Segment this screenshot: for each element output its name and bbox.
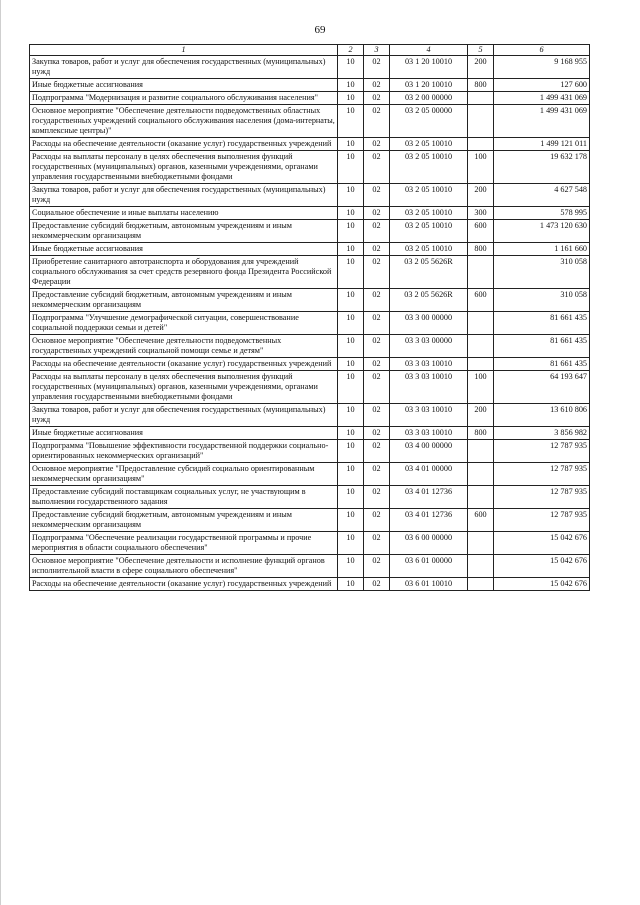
table-body (30, 56, 590, 591)
table-row (30, 207, 590, 220)
amount-cell: 19 632 178 (494, 151, 590, 184)
target-article-cell: 03 2 05 10010 (390, 184, 468, 207)
expense-type-cell (468, 463, 494, 486)
target-article-cell: 03 3 03 10010 (390, 427, 468, 440)
header-row (30, 45, 590, 56)
budget-table (29, 44, 590, 591)
expense-type-cell: 200 (468, 56, 494, 79)
target-article-cell: 03 2 00 00000 (390, 92, 468, 105)
table-row (30, 555, 590, 578)
target-article-cell: 03 2 05 10010 (390, 151, 468, 184)
section-code-cell: 10 (338, 486, 364, 509)
table-row (30, 371, 590, 404)
subsection-code-cell: 02 (364, 335, 390, 358)
amount-cell: 310 058 (494, 289, 590, 312)
amount-cell: 1 161 660 (494, 243, 590, 256)
target-article-cell: 03 2 05 5626R (390, 289, 468, 312)
expense-name-cell: Подпрограмма "Модернизация и развитие социального обслуживания населения" (30, 92, 338, 105)
subsection-code-cell: 02 (364, 256, 390, 289)
amount-cell: 1 473 120 630 (494, 220, 590, 243)
expense-type-cell (468, 555, 494, 578)
expense-type-cell (468, 92, 494, 105)
amount-cell: 12 787 935 (494, 463, 590, 486)
subsection-code-cell: 02 (364, 289, 390, 312)
section-code-cell: 10 (338, 138, 364, 151)
target-article-cell: 03 2 05 10010 (390, 207, 468, 220)
table-row (30, 56, 590, 79)
table-row (30, 440, 590, 463)
amount-cell: 81 661 435 (494, 335, 590, 358)
subsection-code-cell: 02 (364, 509, 390, 532)
scan-edge-line (0, 0, 1, 905)
target-article-cell: 03 2 05 5626R (390, 256, 468, 289)
subsection-code-cell: 02 (364, 184, 390, 207)
section-code-cell: 10 (338, 256, 364, 289)
section-code-cell: 10 (338, 92, 364, 105)
expense-name-cell: Закупка товаров, работ и услуг для обеспечения государственных (муниципальных) нужд (30, 404, 338, 427)
header-cell-6: 6 (494, 45, 590, 56)
subsection-code-cell: 02 (364, 440, 390, 463)
table-row (30, 463, 590, 486)
section-code-cell: 10 (338, 312, 364, 335)
target-article-cell: 03 3 03 10010 (390, 371, 468, 404)
expense-name-cell: Расходы на обеспечение деятельности (оказание услуг) государственных учреждений (30, 358, 338, 371)
amount-cell: 3 856 982 (494, 427, 590, 440)
expense-type-cell (468, 256, 494, 289)
table-row (30, 92, 590, 105)
amount-cell: 127 600 (494, 79, 590, 92)
expense-type-cell: 800 (468, 427, 494, 440)
table-row (30, 486, 590, 509)
target-article-cell: 03 4 00 00000 (390, 440, 468, 463)
expense-name-cell: Иные бюджетные ассигнования (30, 79, 338, 92)
subsection-code-cell: 02 (364, 427, 390, 440)
expense-name-cell: Иные бюджетные ассигнования (30, 243, 338, 256)
target-article-cell: 03 4 01 00000 (390, 463, 468, 486)
page-number: 69 (314, 24, 326, 36)
section-code-cell: 10 (338, 335, 364, 358)
section-code-cell: 10 (338, 243, 364, 256)
subsection-code-cell: 02 (364, 463, 390, 486)
amount-cell: 12 787 935 (494, 509, 590, 532)
section-code-cell: 10 (338, 404, 364, 427)
expense-type-cell (468, 312, 494, 335)
amount-cell: 81 661 435 (494, 312, 590, 335)
table-row (30, 427, 590, 440)
expense-name-cell: Расходы на выплаты персоналу в целях обеспечения выполнения функций государственных (муниципальных) органов, казенными учреждениями, органами управления государственными внебюджетными фондами (30, 371, 338, 404)
target-article-cell: 03 1 20 10010 (390, 56, 468, 79)
expense-name-cell: Основное мероприятие "Обеспечение деятельности и исполнение функций органов исполнительной власти в сфере социального обеспечения" (30, 555, 338, 578)
table-row (30, 509, 590, 532)
table-row (30, 105, 590, 138)
target-article-cell: 03 2 05 00000 (390, 105, 468, 138)
target-article-cell: 03 2 05 10010 (390, 220, 468, 243)
subsection-code-cell: 02 (364, 243, 390, 256)
header-cell-3: 3 (364, 45, 390, 56)
expense-name-cell: Основное мероприятие "Обеспечение деятельности подведомственных государственных учреждений социальной помощи семье и детям" (30, 335, 338, 358)
subsection-code-cell: 02 (364, 312, 390, 335)
header-cell-5: 5 (468, 45, 494, 56)
subsection-code-cell: 02 (364, 371, 390, 404)
amount-cell: 1 499 431 069 (494, 105, 590, 138)
expense-name-cell: Расходы на выплаты персоналу в целях обеспечения выполнения функций государственных (муниципальных) органов, казенными учреждениями, органами управления государственными внебюджетными фондами (30, 151, 338, 184)
expense-type-cell (468, 335, 494, 358)
section-code-cell: 10 (338, 578, 364, 591)
subsection-code-cell: 02 (364, 138, 390, 151)
subsection-code-cell: 02 (364, 79, 390, 92)
table-row (30, 404, 590, 427)
expense-type-cell (468, 578, 494, 591)
table-row (30, 79, 590, 92)
section-code-cell: 10 (338, 463, 364, 486)
header-cell-4: 4 (390, 45, 468, 56)
amount-cell: 1 499 431 069 (494, 92, 590, 105)
target-article-cell: 03 2 05 10010 (390, 243, 468, 256)
table-row (30, 138, 590, 151)
expense-name-cell: Подпрограмма "Повышение эффективности государственной поддержки социально-ориентированных некоммерческих организаций" (30, 440, 338, 463)
expense-type-cell: 600 (468, 289, 494, 312)
target-article-cell: 03 3 03 10010 (390, 404, 468, 427)
expense-name-cell: Предоставление субсидий бюджетным, автономным учреждениям и иным некоммерческим организациям (30, 509, 338, 532)
expense-name-cell: Подпрограмма "Обеспечение реализации государственной программы и прочие мероприятия в области социального обеспечения" (30, 532, 338, 555)
table-row (30, 184, 590, 207)
expense-type-cell (468, 532, 494, 555)
target-article-cell: 03 6 01 10010 (390, 578, 468, 591)
section-code-cell: 10 (338, 555, 364, 578)
section-code-cell: 10 (338, 289, 364, 312)
section-code-cell: 10 (338, 427, 364, 440)
expense-name-cell: Предоставление субсидий бюджетным, автономным учреждениям и иным некоммерческим организациям (30, 289, 338, 312)
expense-name-cell: Подпрограмма "Улучшение демографической ситуации, совершенствование социальной поддержки семьи и детей" (30, 312, 338, 335)
amount-cell: 310 058 (494, 256, 590, 289)
subsection-code-cell: 02 (364, 358, 390, 371)
table-row (30, 220, 590, 243)
amount-cell: 15 042 676 (494, 555, 590, 578)
expense-name-cell: Расходы на обеспечение деятельности (оказание услуг) государственных учреждений (30, 138, 338, 151)
amount-cell: 578 995 (494, 207, 590, 220)
section-code-cell: 10 (338, 220, 364, 243)
expense-type-cell (468, 440, 494, 463)
target-article-cell: 03 3 00 00000 (390, 312, 468, 335)
section-code-cell: 10 (338, 105, 364, 138)
expense-type-cell (468, 358, 494, 371)
amount-cell: 81 661 435 (494, 358, 590, 371)
subsection-code-cell: 02 (364, 486, 390, 509)
subsection-code-cell: 02 (364, 151, 390, 184)
section-code-cell: 10 (338, 509, 364, 532)
table-row (30, 256, 590, 289)
subsection-code-cell: 02 (364, 105, 390, 138)
target-article-cell: 03 4 01 12736 (390, 509, 468, 532)
expense-type-cell: 600 (468, 220, 494, 243)
expense-name-cell: Основное мероприятие "Предоставление субсидий социально ориентированным некоммерческим организациям" (30, 463, 338, 486)
expense-name-cell: Закупка товаров, работ и услуг для обеспечения государственных (муниципальных) нужд (30, 184, 338, 207)
amount-cell: 1 499 121 011 (494, 138, 590, 151)
target-article-cell: 03 3 03 00000 (390, 335, 468, 358)
table-row (30, 532, 590, 555)
expense-type-cell (468, 105, 494, 138)
section-code-cell: 10 (338, 184, 364, 207)
expense-type-cell: 200 (468, 404, 494, 427)
expense-type-cell: 800 (468, 79, 494, 92)
section-code-cell: 10 (338, 79, 364, 92)
expense-name-cell: Расходы на обеспечение деятельности (оказание услуг) государственных учреждений (30, 578, 338, 591)
expense-type-cell: 300 (468, 207, 494, 220)
subsection-code-cell: 02 (364, 56, 390, 79)
expense-name-cell: Предоставление субсидий поставщикам социальных услуг, не участвующим в выполнении государственного задания (30, 486, 338, 509)
section-code-cell: 10 (338, 151, 364, 184)
expense-name-cell: Основное мероприятие "Обеспечение деятельности подведомственных областных государственных учреждений социального обслуживания населения (дома-интернаты, комплексные центры)" (30, 105, 338, 138)
header-cell-1: 1 (30, 45, 338, 56)
target-article-cell: 03 4 01 12736 (390, 486, 468, 509)
amount-cell: 12 787 935 (494, 486, 590, 509)
subsection-code-cell: 02 (364, 555, 390, 578)
expense-type-cell: 100 (468, 151, 494, 184)
section-code-cell: 10 (338, 440, 364, 463)
subsection-code-cell: 02 (364, 578, 390, 591)
subsection-code-cell: 02 (364, 220, 390, 243)
target-article-cell: 03 2 05 10010 (390, 138, 468, 151)
section-code-cell: 10 (338, 207, 364, 220)
expense-type-cell: 200 (468, 184, 494, 207)
expense-type-cell (468, 486, 494, 509)
table-row (30, 312, 590, 335)
target-article-cell: 03 3 03 10010 (390, 358, 468, 371)
target-article-cell: 03 6 01 00000 (390, 555, 468, 578)
table-row (30, 243, 590, 256)
section-code-cell: 10 (338, 56, 364, 79)
expense-type-cell: 600 (468, 509, 494, 532)
subsection-code-cell: 02 (364, 532, 390, 555)
section-code-cell: 10 (338, 371, 364, 404)
expense-name-cell: Социальное обеспечение и иные выплаты населению (30, 207, 338, 220)
section-code-cell: 10 (338, 532, 364, 555)
target-article-cell: 03 1 20 10010 (390, 79, 468, 92)
table-row (30, 358, 590, 371)
expense-name-cell: Иные бюджетные ассигнования (30, 427, 338, 440)
table-row (30, 335, 590, 358)
amount-cell: 64 193 647 (494, 371, 590, 404)
subsection-code-cell: 02 (364, 92, 390, 105)
amount-cell: 15 042 676 (494, 532, 590, 555)
amount-cell: 15 042 676 (494, 578, 590, 591)
expense-name-cell: Приобретение санитарного автотранспорта и оборудования для учреждений социального обслуживания за счет средств резервного фонда Президента Российской Федерации (30, 256, 338, 289)
expense-type-cell: 100 (468, 371, 494, 404)
target-article-cell: 03 6 00 00000 (390, 532, 468, 555)
table-row (30, 578, 590, 591)
table-row (30, 151, 590, 184)
subsection-code-cell: 02 (364, 207, 390, 220)
subsection-code-cell: 02 (364, 404, 390, 427)
table-row (30, 289, 590, 312)
amount-cell: 4 627 548 (494, 184, 590, 207)
amount-cell: 13 610 806 (494, 404, 590, 427)
expense-name-cell: Закупка товаров, работ и услуг для обеспечения государственных (муниципальных) нужд (30, 56, 338, 79)
amount-cell: 9 168 955 (494, 56, 590, 79)
section-code-cell: 10 (338, 358, 364, 371)
expense-name-cell: Предоставление субсидий бюджетным, автономным учреждениям и иным некоммерческим организациям (30, 220, 338, 243)
amount-cell: 12 787 935 (494, 440, 590, 463)
expense-type-cell: 800 (468, 243, 494, 256)
header-cell-2: 2 (338, 45, 364, 56)
expense-type-cell (468, 138, 494, 151)
